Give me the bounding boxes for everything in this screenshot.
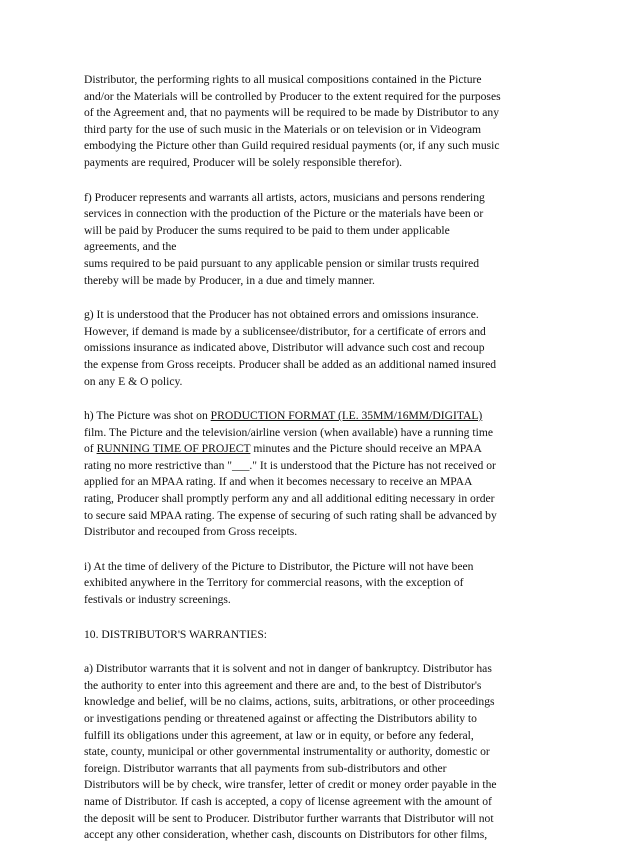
text-line: the authority to enter into this agreement and there are and, to the best of Distributor's [84,678,482,692]
text-line [84,441,544,458]
text-line [84,524,544,541]
text-line: foreign. Distributor warrants that all payments from sub-distributors and other [84,761,447,775]
paragraph-p5 [84,559,544,609]
text-segment: film. The Picture and the television/airline version (when available) have a running time [84,425,493,439]
text-segment: to secure said MPAA rating. The expense of securing of such rating shall be advanced by [84,508,497,522]
paragraph-p4 [84,408,544,541]
text-line: g) It is understood that the Producer has not obtained errors and omissions insurance. [84,308,479,322]
text-line: the expense from Gross receipts. Producer shall be added as an additional named insured [84,357,497,371]
text-line: embodying the Picture other than Guild required residual payments (or, if any such music [84,139,500,153]
text-line: f) Producer represents and warrants all artists, actors, musicians and persons rendering [84,190,485,204]
text-line: exhibited anywhere in the Territory for commercial reasons, with the exception of [84,576,464,590]
underlined-placeholder: RUNNING TIME OF PROJECT [96,442,251,456]
text-line: 10. DISTRIBUTOR'S WARRANTIES: [84,627,267,641]
text-line: and/or the Materials will be controlled by Producer to the extent required for the purposes [84,89,501,103]
text-segment: minutes and the Picture should receive an MPAA [250,442,482,456]
text-segment: Distributor and recouped from Gross receipts. [84,525,298,539]
text-line [84,474,544,491]
text-segment: applied for an MPAA rating. If and when it becomes necessary to receive an MPAA [84,475,473,489]
text-line: the deposit will be sent to Producer. Distributor further warrants that Distributor will not [84,811,494,825]
paragraph-p2 [84,190,544,290]
text-line [84,491,544,508]
text-line: of the Agreement and, that no payments will be required to be made by Distributor to any [84,106,500,120]
text-line: i) At the time of delivery of the Picture to Distributor, the Picture will not have been [84,559,474,573]
text-segment: h) The Picture was shot on [84,409,211,423]
paragraph-p3 [84,307,544,390]
text-segment: of [84,442,97,456]
text-line: omissions insurance as indicated above, Distributor will advance such cost and recoup [84,341,485,355]
paragraph-p1 [84,72,544,172]
text-line [84,508,544,525]
text-line: However, if demand is made by a sublicensee/distributor, for a certificate of errors and [84,324,486,338]
text-line: sums required to be paid pursuant to any applicable pension or similar trusts required [84,256,480,270]
text-line: knowledge and belief, will be no claims, actions, suits, arbitrations, or other proceedings [84,695,495,709]
text-segment: rating, Producer shall promptly perform any and all additional editing necessary in order [84,492,495,506]
text-line: accept any other consideration, whether cash, discounts on Distributors for other films, [84,828,488,842]
text-line: state, county, municipal or other governmental instrumentality or authority, domestic or [84,745,490,759]
text-line [84,408,544,425]
text-line: Distributors will be by check, wire transfer, letter of credit or money order payable in the [84,778,497,792]
text-line: on any E & O policy. [84,374,183,388]
text-line: a) Distributor warrants that it is solvent and not in danger of bankruptcy. Distributor has [84,662,492,676]
paragraph-p6 [84,661,544,844]
text-line: thereby will be made by Producer, in a due and timely manner. [84,273,375,287]
text-line [84,458,544,475]
document-body [84,72,544,862]
text-line: Distributor, the performing rights to all musical compositions contained in the Picture [84,73,482,86]
section-heading [84,627,544,644]
text-line: third party for the use of such music in the Materials or on television or in Videogram [84,122,482,136]
text-segment: rating no more restrictive than "___." It is understood that the Picture has not received or [84,458,496,472]
text-line: agreements, and the [84,240,177,254]
text-line: festivals or industry screenings. [84,593,231,607]
text-line: name of Distributor. If cash is accepted, a copy of license agreement with the amount of [84,794,492,808]
text-line: payments are required, Producer will be solely responsible therefor). [84,155,403,169]
text-line: services in connection with the production of the Picture or the materials have been or [84,207,484,221]
text-line: fulfill its obligations under this agreement, at law or in equity, or before any federal, [84,728,474,742]
underlined-placeholder: PRODUCTION FORMAT (I.E. 35MM/16MM/DIGITAL) [210,409,483,423]
text-line: will be paid by Producer the sums required to be paid to them under applicable [84,223,450,237]
text-line [84,425,544,442]
text-line: or investigations pending or threatened against or affecting the Distributors ability to [84,712,477,725]
